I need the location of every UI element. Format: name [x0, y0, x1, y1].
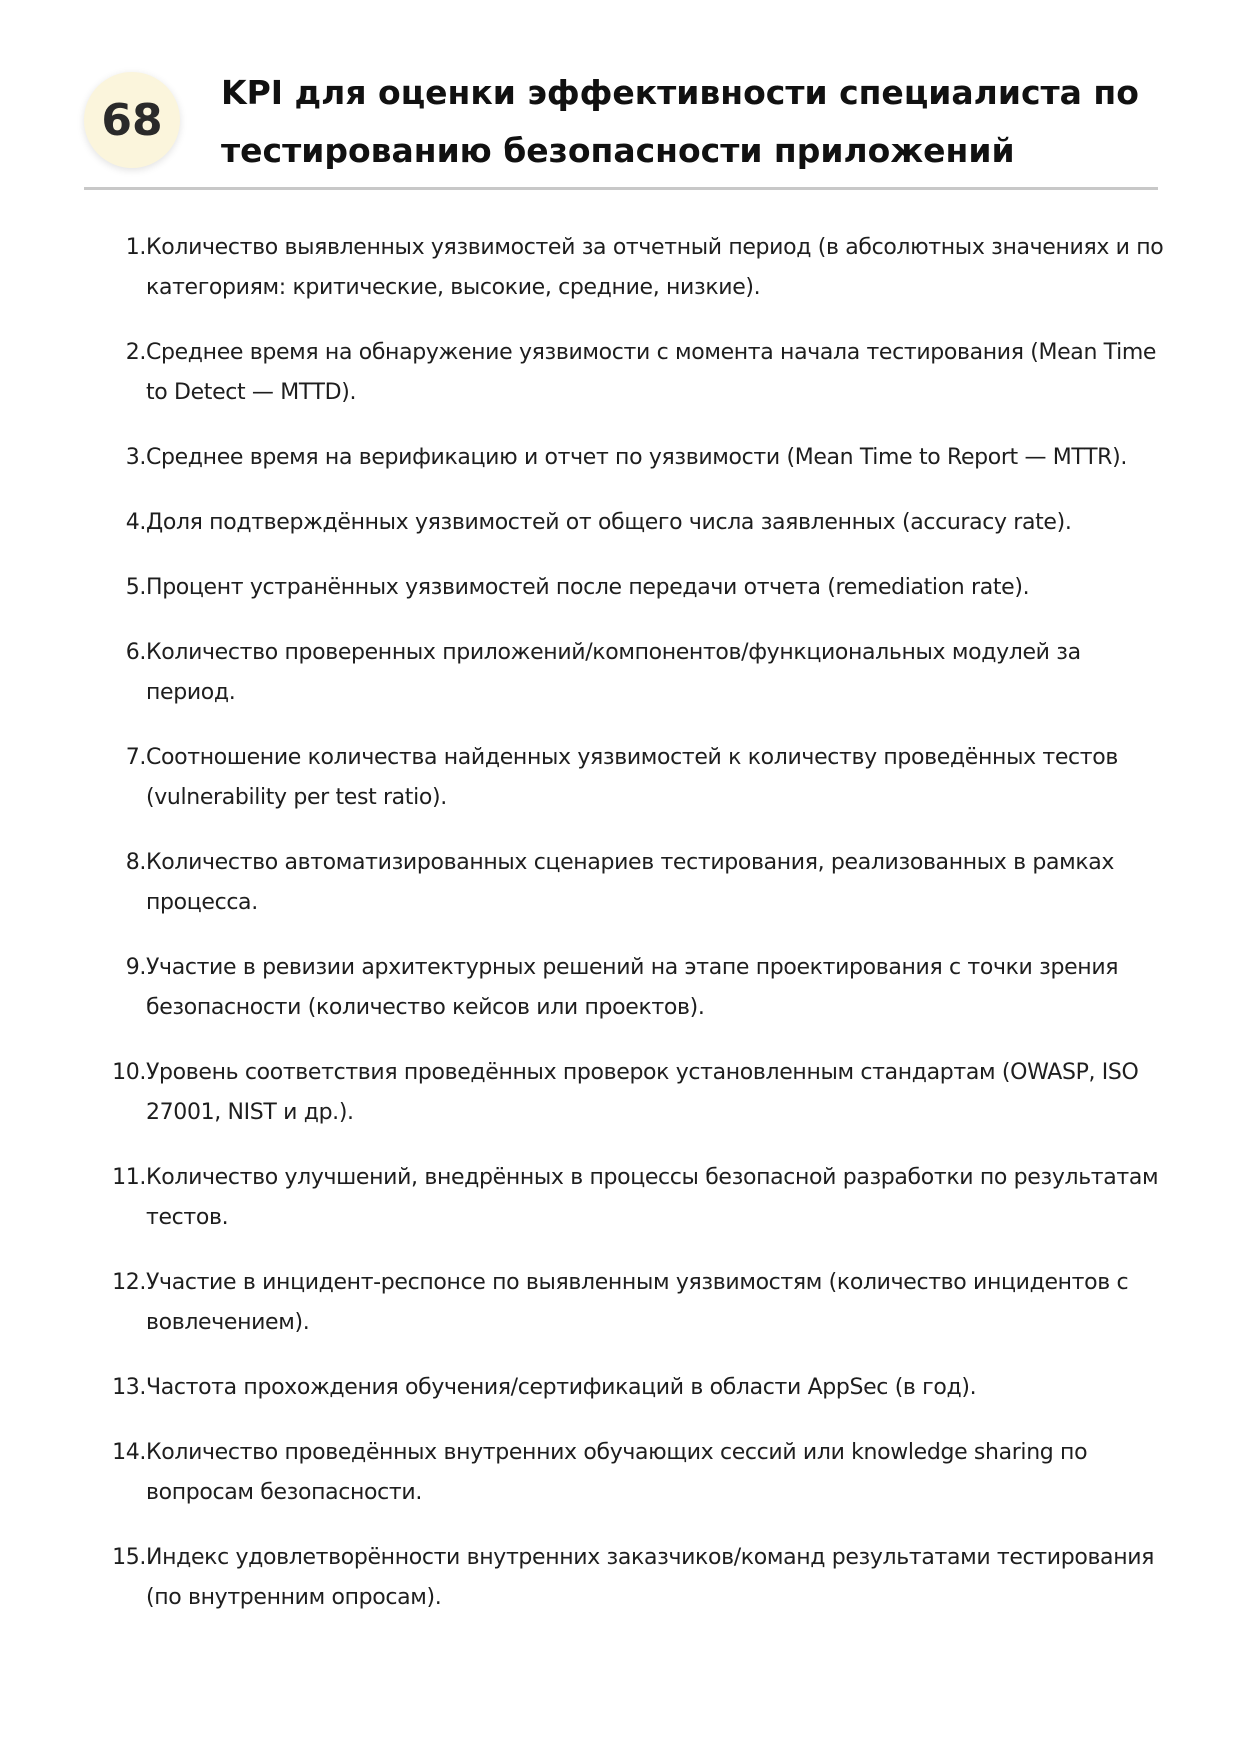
list-item-number: 15.	[112, 1545, 146, 1570]
list-item	[92, 438, 1167, 478]
list-item	[92, 503, 1167, 543]
list-item-text: Среднее время на обнаружение уязвимости с момента начала тестирования (Mean Time to Detect — MTTD).	[146, 340, 1157, 405]
page-number-badge: 68	[84, 72, 180, 168]
list-item-number: 4.	[125, 510, 146, 535]
page-title: KPI для оценки эффективности специалиста по тестированию безопасности приложений	[221, 73, 1139, 170]
list-item	[92, 228, 1167, 308]
list-item-text: Количество проверенных приложений/компонентов/функциональных модулей за период.	[146, 640, 1081, 705]
kpi-list	[92, 228, 1167, 1643]
list-item	[92, 333, 1167, 413]
list-item-text: Процент устранённых уязвимостей после передачи отчета (remediation rate).	[146, 575, 1030, 600]
list-item-number: 5.	[125, 575, 146, 600]
list-item	[92, 1053, 1167, 1133]
list-item	[92, 1538, 1167, 1618]
list-item	[92, 843, 1167, 923]
list-item-number: 11.	[112, 1165, 146, 1190]
list-item-text: Количество автоматизированных сценариев тестирования, реализованных в рамках процесса.	[146, 850, 1115, 915]
list-item-text: Среднее время на верификацию и отчет по уязвимости (Mean Time to Report — MTTR).	[146, 445, 1127, 470]
list-item	[92, 633, 1167, 713]
list-item-text: Количество проведённых внутренних обучающих сессий или knowledge sharing по вопросам безопасности.	[146, 1440, 1088, 1505]
list-item-text: Соотношение количества найденных уязвимостей к количеству проведённых тестов (vulnerability per test ratio).	[146, 745, 1118, 810]
list-item-text: Частота прохождения обучения/сертификаций в области AppSec (в год).	[146, 1375, 977, 1400]
list-item	[92, 948, 1167, 1028]
list-item-number: 3.	[125, 445, 146, 470]
list-item	[92, 1263, 1167, 1343]
list-item-text: Количество выявленных уязвимостей за отчетный период (в абсолютных значениях и по категориям: критические, высокие, средние, низкие).	[146, 235, 1164, 300]
list-item-text: Индекс удовлетворённости внутренних заказчиков/команд результатами тестирования (по внутренним опросам).	[146, 1545, 1155, 1610]
list-item-number: 9.	[125, 955, 146, 980]
list-item-text: Участие в ревизии архитектурных решений на этапе проектирования с точки зрения безопасности (количество кейсов или проектов).	[146, 955, 1119, 1020]
list-item	[92, 568, 1167, 608]
list-item-number: 1.	[125, 235, 146, 260]
list-item	[92, 738, 1167, 818]
list-item-number: 6.	[125, 640, 146, 665]
list-item-number: 12.	[112, 1270, 146, 1295]
list-item-text: Доля подтверждённых уязвимостей от общего числа заявленных (accuracy rate).	[146, 510, 1072, 535]
list-item	[92, 1433, 1167, 1513]
list-item	[92, 1368, 1167, 1408]
list-item	[92, 1158, 1167, 1238]
list-item-number: 7.	[125, 745, 146, 770]
list-item-text: Уровень соответствия проведённых проверок установленным стандартам (OWASP, ISO 27001, NIST и др.).	[146, 1060, 1139, 1125]
page-header	[84, 56, 1158, 190]
list-item-number: 2.	[125, 340, 146, 365]
list-item-number: 8.	[125, 850, 146, 875]
list-item-number: 14.	[112, 1440, 146, 1465]
list-item-number: 13.	[112, 1375, 146, 1400]
list-item-number: 10.	[112, 1060, 146, 1085]
list-item-text: Участие в инцидент-респонсе по выявленным уязвимостям (количество инцидентов с вовлечением).	[146, 1270, 1129, 1335]
list-item-text: Количество улучшений, внедрённых в процессы безопасной разработки по результатам тестов.	[146, 1165, 1159, 1230]
